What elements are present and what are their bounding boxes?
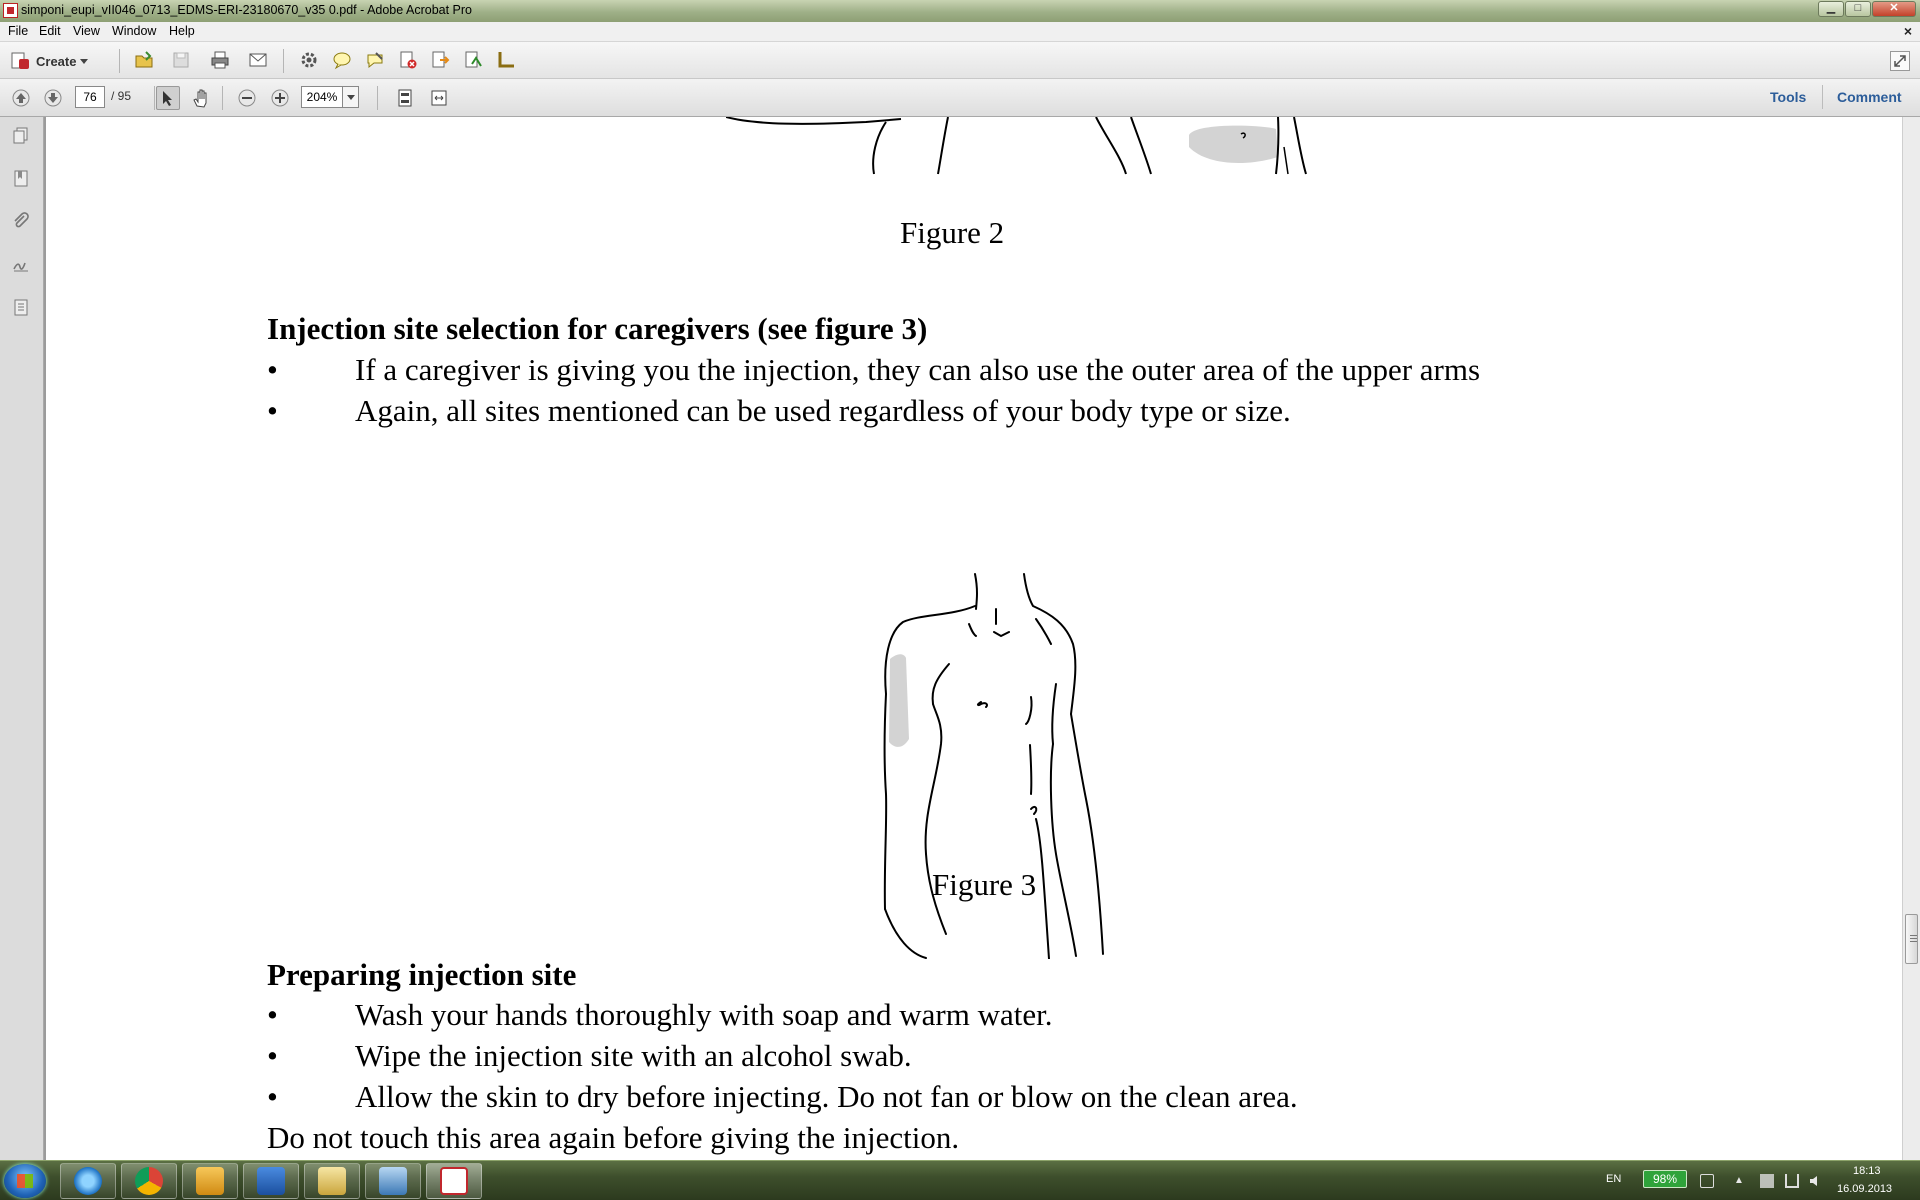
menu-help[interactable]: Help: [169, 24, 195, 38]
acrobat-app-icon: [3, 3, 18, 18]
show-hidden-icons-icon[interactable]: ▲: [1734, 1175, 1744, 1186]
bullet-icon: •: [267, 1038, 278, 1073]
preparing-section-heading: Preparing injection site: [267, 957, 577, 992]
scrollbar-thumb[interactable]: [1905, 914, 1918, 964]
device-tray-icon[interactable]: [1760, 1174, 1774, 1188]
create-dropdown-icon: [80, 59, 88, 64]
pdf-page: [46, 117, 1902, 1160]
zoom-out-icon[interactable]: [235, 86, 259, 110]
list-item-text: Again, all sites mentioned can be used regardless of your body type or size.: [355, 393, 1291, 428]
print-icon[interactable]: [208, 48, 232, 72]
menu-file[interactable]: File: [8, 24, 29, 38]
internet-explorer-icon[interactable]: [60, 1163, 116, 1199]
create-label: Create: [36, 53, 77, 69]
create-button[interactable]: [10, 50, 88, 72]
chrome-icon[interactable]: [121, 1163, 177, 1199]
outlook-icon[interactable]: [182, 1163, 238, 1199]
comment-icon[interactable]: [330, 48, 354, 72]
email-icon[interactable]: [246, 48, 270, 72]
open-icon[interactable]: [132, 48, 156, 72]
menu-view[interactable]: View: [73, 24, 100, 38]
minimize-button[interactable]: ▁: [1818, 1, 1844, 17]
remote-desktop-icon[interactable]: [365, 1163, 421, 1199]
bullet-icon: •: [267, 352, 278, 387]
page-number-input[interactable]: 76: [75, 86, 105, 108]
create-icon: [10, 51, 32, 71]
bullet-icon: •: [267, 393, 278, 428]
zoom-input[interactable]: 204%: [301, 86, 343, 108]
previous-page-icon[interactable]: [9, 86, 33, 110]
clock-date[interactable]: 16.09.2013: [1837, 1183, 1893, 1195]
list-item-text: If a caregiver is giving you the injection, they can also use the outer area of the upper arms: [355, 352, 1481, 387]
save-icon[interactable]: [169, 48, 193, 72]
signatures-icon[interactable]: [10, 253, 32, 275]
delete-icon[interactable]: [396, 48, 420, 72]
trailing-instruction: Do not touch this area again before giving the injection.: [267, 1120, 960, 1155]
document-close-icon[interactable]: ×: [1903, 23, 1912, 39]
menu-edit[interactable]: Edit: [39, 24, 61, 38]
zoom-dropdown-icon[interactable]: [343, 86, 359, 108]
network-tray-icon[interactable]: [1700, 1174, 1714, 1188]
menu-window[interactable]: Window: [112, 24, 157, 38]
fullscreen-icon[interactable]: [1890, 51, 1910, 71]
clock-time[interactable]: 18:13: [1853, 1165, 1881, 1177]
file-explorer-icon[interactable]: [304, 1163, 360, 1199]
content-icon[interactable]: [10, 296, 32, 318]
settings-icon[interactable]: [297, 48, 321, 72]
measure-icon[interactable]: [494, 48, 518, 72]
comment-pane-button[interactable]: Comment: [1837, 89, 1902, 105]
language-indicator[interactable]: EN: [1606, 1173, 1622, 1185]
export-icon[interactable]: [428, 48, 452, 72]
maximize-button[interactable]: □: [1845, 1, 1871, 17]
highlight-icon[interactable]: [363, 48, 387, 72]
attachments-icon[interactable]: [10, 210, 32, 232]
page-thumbnails-icon[interactable]: [10, 124, 32, 146]
select-tool-icon[interactable]: [156, 86, 180, 110]
zoom-in-icon[interactable]: [268, 86, 292, 110]
wifi-tray-icon[interactable]: [1785, 1174, 1799, 1188]
caregiver-section-heading: Injection site selection for caregivers (see figure 3): [267, 311, 928, 346]
title-bar: [0, 0, 1920, 22]
list-item-text: Wipe the injection site with an alcohol swab.: [355, 1038, 912, 1073]
fit-width-icon[interactable]: [427, 86, 451, 110]
volume-icon[interactable]: [1808, 1174, 1822, 1188]
window-title: simponi_eupi_vII046_0713_EDMS-ERI-23180670_v35 0.pdf - Adobe Acrobat Pro: [21, 3, 472, 17]
figure-2-illustration: [726, 117, 1366, 177]
start-button[interactable]: [4, 1164, 46, 1198]
document-viewport[interactable]: [44, 117, 1902, 1160]
bullet-icon: •: [267, 1079, 278, 1114]
list-item-text: Wash your hands thoroughly with soap and warm water.: [355, 997, 1053, 1032]
navigation-pane: [0, 117, 44, 1160]
vertical-scrollbar[interactable]: [1902, 117, 1920, 1160]
main-toolbar: [0, 42, 1920, 79]
bookmarks-icon[interactable]: [10, 167, 32, 189]
figure-2-caption: Figure 2: [900, 215, 1005, 250]
battery-indicator[interactable]: 98%: [1643, 1170, 1687, 1188]
adobe-acrobat-icon[interactable]: [426, 1163, 482, 1199]
hand-tool-icon[interactable]: [189, 86, 213, 110]
taskbar: [0, 1160, 1920, 1200]
figure-3-caption: Figure 3: [932, 867, 1037, 902]
fit-page-icon[interactable]: [393, 86, 417, 110]
page-total-label: / 95: [111, 89, 132, 103]
navigation-toolbar: [0, 79, 1920, 117]
next-page-icon[interactable]: [41, 86, 65, 110]
list-item-text: Allow the skin to dry before injecting. Do not fan or blow on the clean area.: [355, 1079, 1298, 1114]
close-button[interactable]: ✕: [1872, 1, 1916, 17]
tools-pane-button[interactable]: Tools: [1770, 89, 1807, 105]
menu-bar: [0, 22, 1920, 42]
bullet-icon: •: [267, 997, 278, 1032]
sign-icon[interactable]: [461, 48, 485, 72]
word-icon[interactable]: [243, 1163, 299, 1199]
